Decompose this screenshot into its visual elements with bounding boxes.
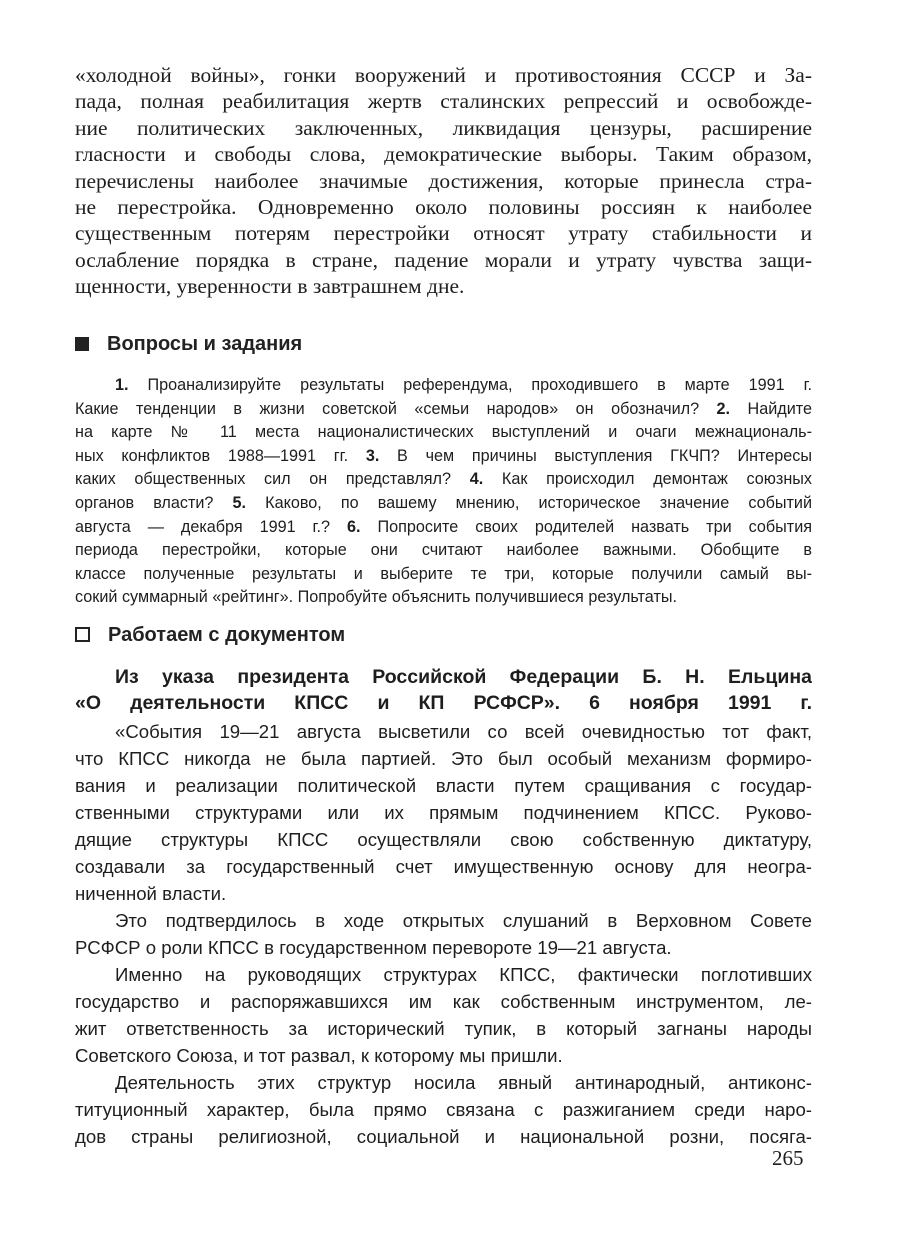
text-line: гласности и свободы слова, демократические выборы. Таким образом,: [75, 142, 812, 167]
text-line: что КПСС никогда не была партией. Это был особый механизм формиро-: [75, 748, 812, 769]
question-text: Попросите своих родителей назвать три события: [360, 517, 812, 536]
text-line: ние политических заключенных, ликвидация цензуры, расширение: [75, 115, 812, 140]
text-line: существенным потерям перестройки относят утрату стабильности и: [75, 221, 812, 246]
text-line: [75, 374, 812, 398]
text-line: ниченной власти.: [75, 883, 227, 904]
question-number: 5.: [232, 493, 247, 512]
document-heading: [75, 624, 345, 647]
text-line: «О деятельности КПСС и КП РСФСР». 6 ноября 1991 г.: [75, 692, 812, 714]
question-text: августа — декабря 1991 г.?: [75, 517, 347, 536]
question-text: на карте № 11 места националистических выступлений и очаги межнациональ-: [75, 423, 812, 442]
text-line: не перестройка. Одновременно около половины россиян к наиболее: [75, 195, 812, 220]
text-line: дов страны религиозной, социальной и национальной розни, посяга-: [75, 1126, 812, 1147]
document-body: [75, 718, 812, 1150]
text-line: [75, 445, 812, 469]
question-text: сокий суммарный «рейтинг». Попробуйте объяснить получившиеся результаты.: [75, 588, 677, 607]
text-line: дящие структуры КПСС осуществляли свою собственную диктатуру,: [75, 829, 812, 850]
question-text: периода перестройки, которые они считают наиболее важными. Обобщите в: [75, 541, 812, 560]
question-text: Какие тенденции в жизни советской «семьи народов» он обозначил?: [75, 399, 717, 418]
text-line: [75, 468, 812, 492]
question-number: 2.: [716, 399, 731, 418]
empty-square-icon: [75, 627, 90, 642]
page-number: 265: [772, 1146, 804, 1170]
question-text: Найдите: [730, 399, 812, 418]
text-line: ослабление порядка в стране, падение морали и утрату чувства защи-: [75, 247, 812, 272]
question-text: В чем причины выступления ГКЧП? Интересы: [379, 446, 812, 465]
text-line: государство и распоряжавшихся им как собственным инструментом, ле-: [75, 991, 812, 1012]
text-line: РСФСР о роли КПСС в государственном перевороте 19—21 августа.: [75, 937, 672, 958]
question-text: классе полученные результаты и выберите те три, которые получили самый вы-: [75, 564, 812, 583]
text-line: Из указа президента Российской Федерации Б. Н. Ельцина: [115, 666, 812, 688]
text-line: [75, 586, 812, 610]
question-number: 3.: [365, 446, 380, 465]
document-heading-text: Работаем с документом: [108, 624, 346, 646]
question-number: 6.: [346, 517, 361, 536]
question-text: органов власти?: [75, 493, 233, 512]
text-line: [75, 539, 812, 563]
text-line: Советского Союза, и тот развал, к которому мы пришли.: [75, 1045, 563, 1066]
text-line: Это подтвердилось в ходе открытых слушаний в Верховном Совете: [115, 910, 812, 931]
question-text: Каково, по вашему мнению, историческое значение событий: [246, 493, 812, 512]
text-line: пада, полная реабилитация жертв сталинских репрессий и освобожде-: [75, 89, 812, 114]
question-number: 1.: [115, 376, 129, 394]
questions-paragraph: [75, 374, 812, 610]
question-text: Проанализируйте результаты референдума, проходившего в марте 1991 г.: [128, 376, 812, 394]
question-text: каких общественных сил он представлял?: [75, 470, 470, 489]
text-line: жит ответственность за исторический тупик, в который загнаны народы: [75, 1018, 812, 1039]
text-line: [75, 421, 812, 445]
questions-heading: [75, 333, 302, 356]
text-line: создавали за государственный счет имущественную основу для неогра-: [75, 856, 812, 877]
text-line: ственными структурами или их прямым подчинением КПСС. Руково-: [75, 802, 812, 823]
question-text: ных конфликтов 1988—1991 гг.: [75, 446, 366, 465]
text-line: Именно на руководящих структурах КПСС, фактически поглотивших: [115, 964, 812, 985]
document-title: [75, 664, 812, 716]
text-line: [75, 516, 812, 540]
text-line: [75, 563, 812, 587]
text-line: [75, 492, 812, 516]
question-text: Как происходил демонтаж союзных: [483, 470, 812, 489]
text-line: [75, 398, 812, 422]
text-line: щенности, уверенности в завтрашнем дне.: [75, 274, 465, 299]
text-line: вания и реализации политической власти путем сращивания с государ-: [75, 775, 812, 796]
question-number: 4.: [469, 470, 484, 489]
text-line: «События 19—21 августа высветили со всей очевидностью тот факт,: [115, 721, 812, 742]
text-line: Деятельность этих структур носила явный антинародный, антиконс-: [115, 1072, 812, 1093]
text-line: «холодной войны», гонки вооружений и противостояния СССР и За-: [75, 63, 812, 87]
intro-paragraph: [75, 62, 812, 300]
questions-heading-text: Вопросы и задания: [107, 333, 303, 355]
text-line: перечислены наиболее значимые достижения, которые принесла стра-: [75, 168, 812, 193]
filled-square-icon: [75, 337, 89, 351]
text-line: титуционный характер, была прямо связана с разжиганием среди наро-: [75, 1099, 812, 1120]
